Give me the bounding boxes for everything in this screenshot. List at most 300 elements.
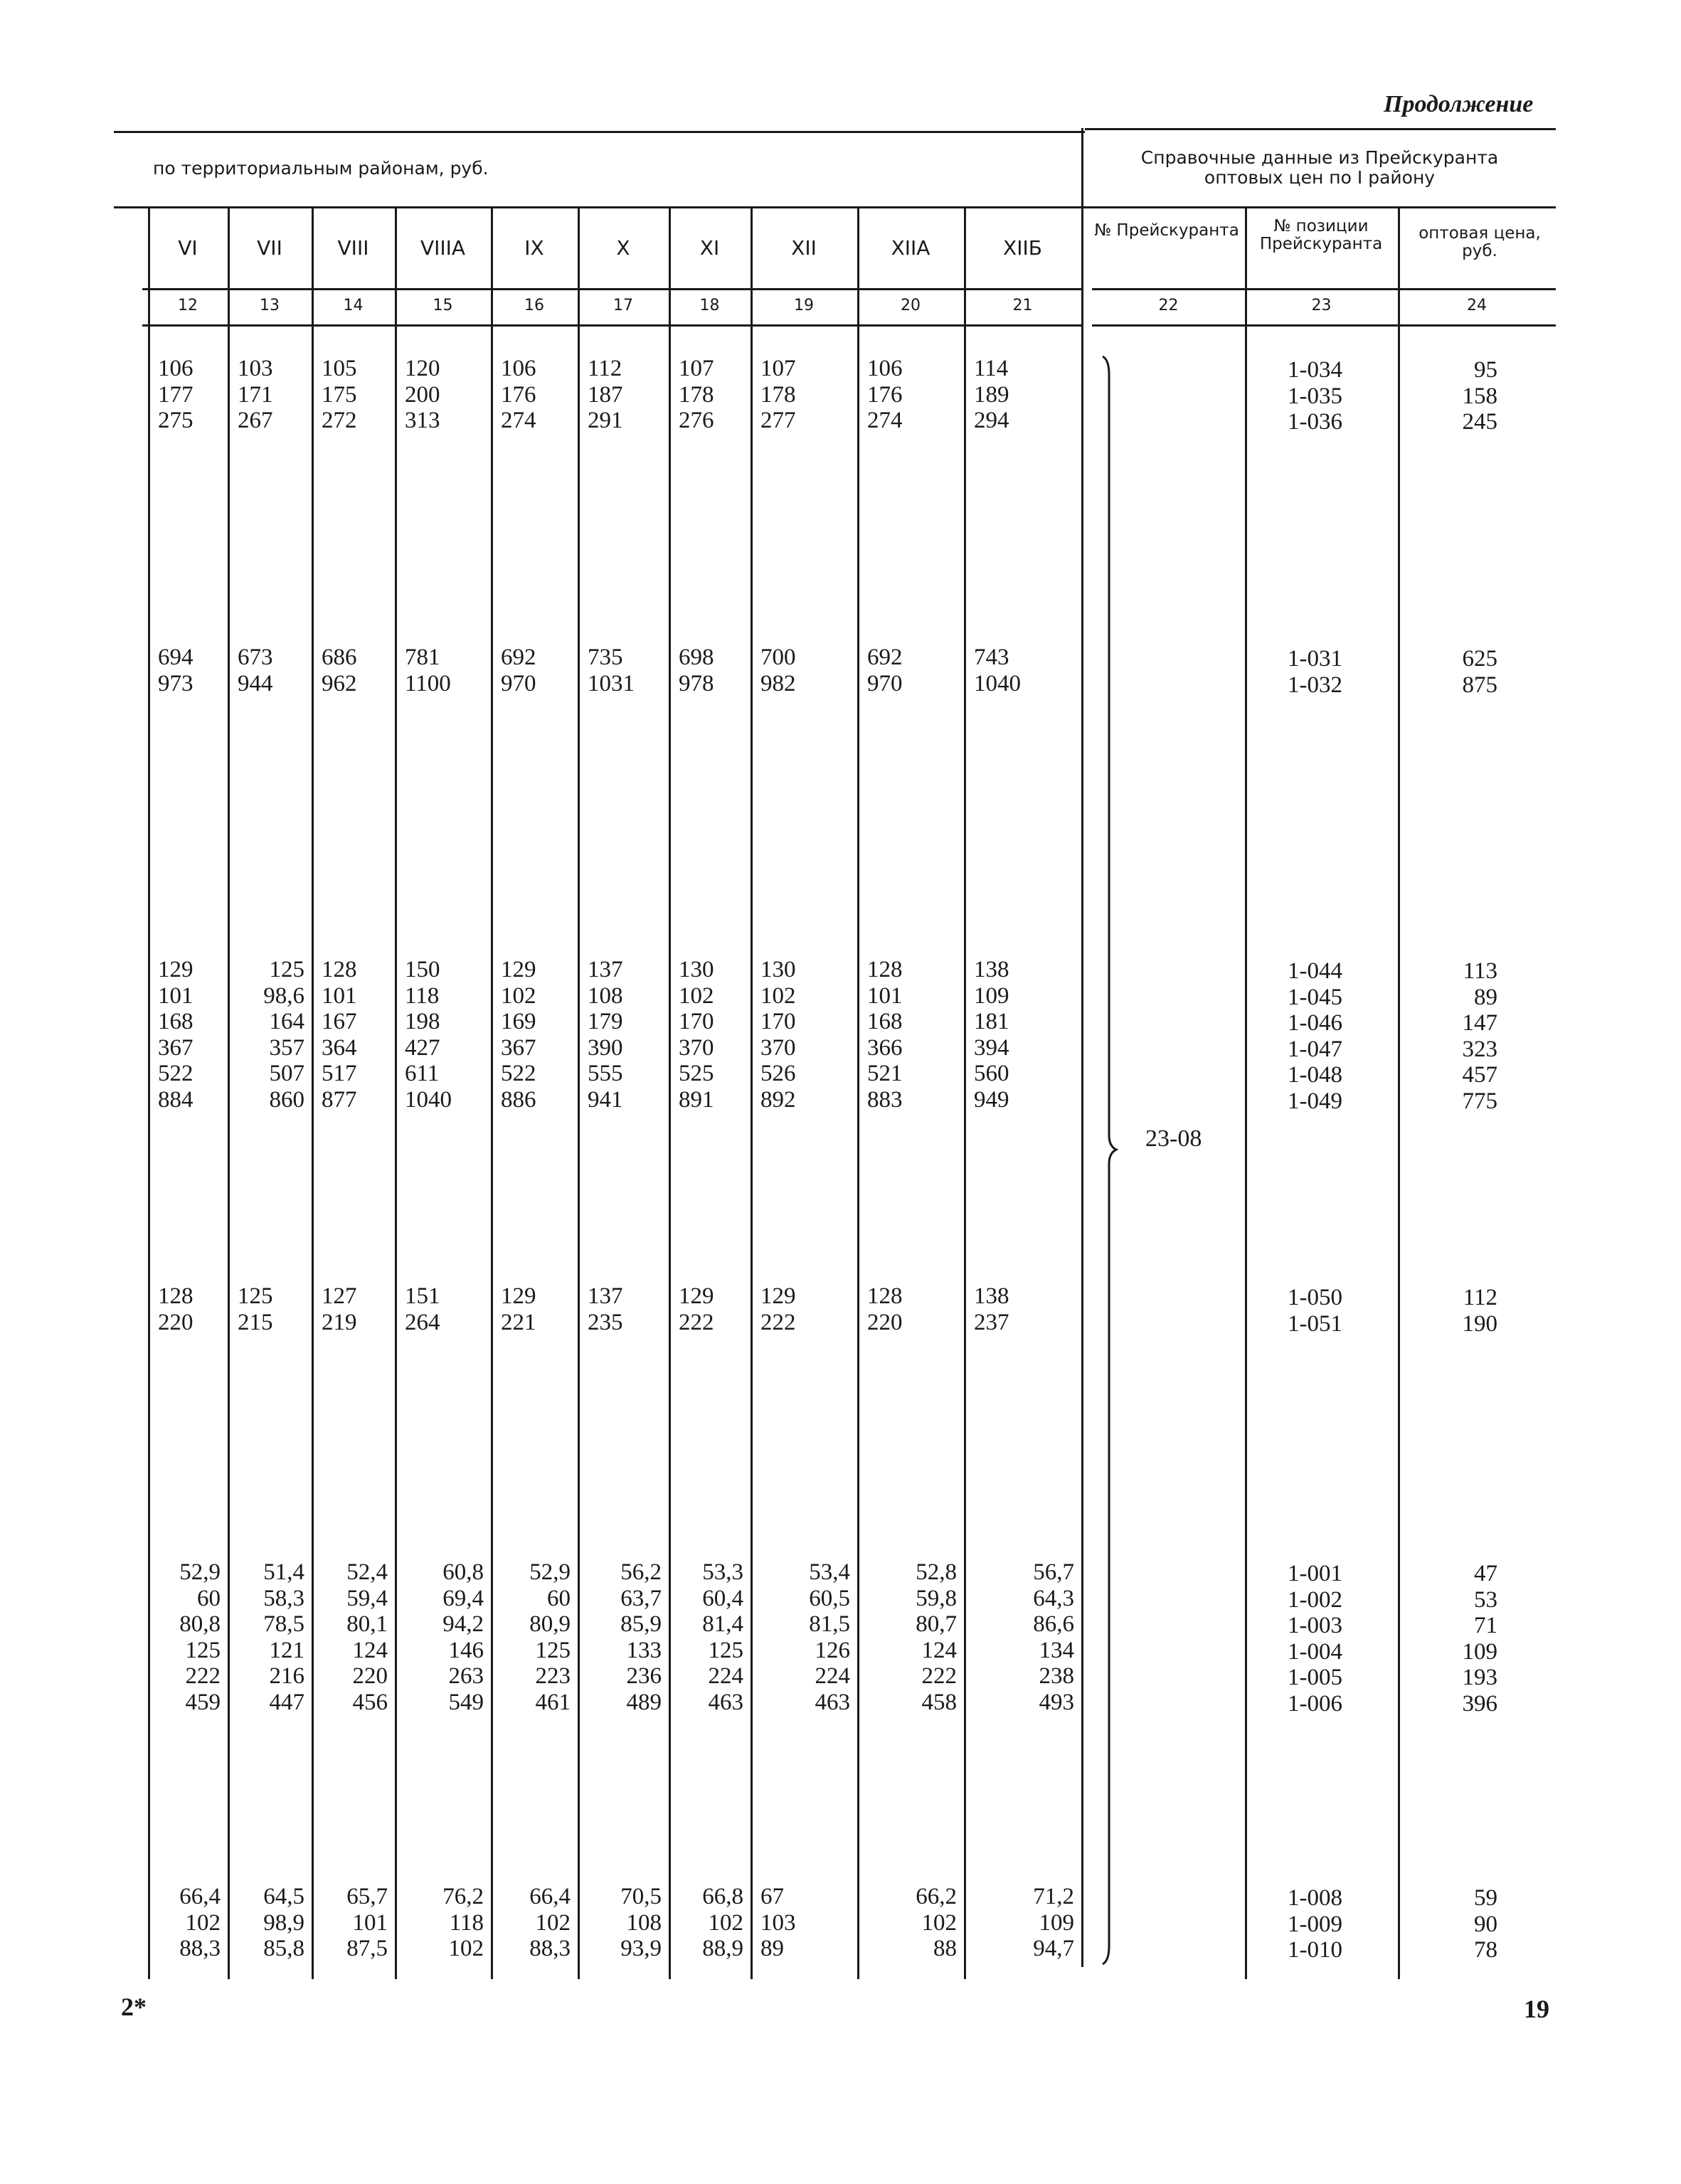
- price-cell-group: [974, 645, 1080, 696]
- price-value: 370: [760, 1034, 796, 1061]
- top-rule-right: [1085, 128, 1556, 130]
- price-value: 121: [269, 1637, 304, 1663]
- header-reference-data: Справочные данные из Прейскуранта оптовых цен по I району: [1140, 147, 1499, 188]
- price-value: 177: [158, 381, 193, 408]
- region-header-6: X: [616, 236, 630, 260]
- price-value: 277: [760, 408, 796, 433]
- price-value: 489: [626, 1689, 662, 1715]
- price-cell-group: [405, 356, 489, 434]
- price-value: 76,2: [442, 1884, 484, 1909]
- price-value: 168: [158, 1009, 193, 1034]
- price-cell-group: [399, 1559, 484, 1715]
- price-value: 390: [588, 1034, 623, 1061]
- price-cell-group: [495, 1559, 571, 1715]
- price-value: 108: [588, 982, 623, 1009]
- position-number: 1-001: [1288, 1561, 1342, 1586]
- column-rule: [148, 206, 150, 1979]
- price-value: 178: [679, 381, 714, 408]
- wholesale-price: 112: [1463, 1285, 1497, 1310]
- price-value: 138: [974, 957, 1009, 982]
- price-value: 236: [626, 1663, 662, 1689]
- price-cell-group: [974, 1283, 1080, 1335]
- price-value: 264: [405, 1309, 440, 1335]
- price-value: 877: [322, 1086, 357, 1113]
- price-value: 366: [867, 1034, 903, 1061]
- position-number-group: [1288, 357, 1342, 435]
- price-value: 522: [501, 1061, 536, 1086]
- price-cell-group: [679, 957, 749, 1113]
- price-value: 525: [679, 1061, 714, 1086]
- price-value: 129: [158, 957, 193, 982]
- position-number: 1-010: [1288, 1937, 1342, 1963]
- price-cell-group: [673, 1559, 743, 1715]
- price-value: 223: [535, 1663, 571, 1689]
- price-value: 176: [501, 381, 536, 408]
- price-value: 189: [974, 381, 1009, 408]
- price-cell-group: [760, 1283, 856, 1335]
- price-value: 222: [921, 1663, 957, 1689]
- price-value: 101: [352, 1909, 388, 1936]
- column-number: 15: [433, 297, 453, 314]
- price-value: 102: [185, 1909, 221, 1936]
- price-value: 106: [867, 356, 903, 381]
- price-value: 128: [158, 1283, 193, 1309]
- position-number-group: [1288, 646, 1342, 698]
- price-cell-group: [399, 1884, 484, 1962]
- price-value: 179: [588, 1009, 623, 1034]
- price-value: 171: [238, 381, 273, 408]
- price-value: 94,2: [442, 1611, 484, 1637]
- price-value: 120: [405, 356, 440, 381]
- price-cell-group: [232, 957, 304, 1113]
- price-value: 56,7: [1033, 1559, 1074, 1585]
- column-number: 18: [699, 297, 720, 314]
- price-value: 949: [974, 1086, 1009, 1113]
- wholesale-price: 53: [1474, 1586, 1497, 1613]
- price-value: 53,3: [702, 1559, 743, 1585]
- price-value: 102: [760, 982, 796, 1009]
- price-value: 80,7: [916, 1611, 957, 1637]
- price-value: 237: [974, 1309, 1009, 1335]
- price-cell-group: [405, 957, 489, 1113]
- price-cell-group: [582, 1884, 662, 1962]
- price-value: 102: [921, 1909, 957, 1936]
- price-cell-group: [861, 1884, 957, 1962]
- price-cell-group: [405, 645, 489, 696]
- position-number: 1-036: [1288, 409, 1342, 435]
- price-value: 941: [588, 1086, 623, 1113]
- position-number-group: [1288, 1285, 1342, 1337]
- price-value: 394: [974, 1034, 1009, 1061]
- price-value: 112: [588, 356, 622, 381]
- group-brace: [1099, 353, 1120, 1968]
- price-value: 125: [238, 1283, 273, 1309]
- price-value: 463: [708, 1689, 743, 1715]
- price-value: 700: [760, 645, 796, 670]
- price-value: 58,3: [263, 1585, 304, 1611]
- price-value: 66,4: [529, 1884, 571, 1909]
- price-value: 735: [588, 645, 623, 670]
- price-value: 118: [449, 1909, 484, 1936]
- price-cell-group: [152, 1884, 221, 1962]
- wholesale-price: 109: [1462, 1638, 1497, 1665]
- column-rule: [857, 206, 859, 1979]
- price-value: 66,8: [702, 1884, 743, 1909]
- price-cell-group: [968, 1884, 1074, 1962]
- price-value: 52,9: [529, 1559, 571, 1585]
- region-header-2: VII: [257, 236, 282, 260]
- column-rule: [1245, 206, 1247, 1979]
- price-value: 781: [405, 645, 440, 670]
- price-cell-group: [760, 645, 856, 696]
- price-value: 66,2: [916, 1884, 957, 1909]
- price-value: 137: [588, 1283, 623, 1309]
- position-number: 1-051: [1288, 1310, 1342, 1337]
- price-value: 860: [269, 1086, 304, 1113]
- price-value: 611: [405, 1061, 440, 1086]
- column-rule: [578, 206, 580, 1979]
- price-value: 128: [867, 1283, 903, 1309]
- price-value: 944: [238, 670, 273, 696]
- price-value: 66,4: [179, 1884, 221, 1909]
- price-cell-group: [760, 356, 856, 434]
- price-value: 673: [238, 645, 273, 670]
- price-value: 216: [269, 1663, 304, 1689]
- price-value: 238: [1039, 1663, 1074, 1689]
- price-value: 973: [158, 670, 193, 696]
- column-number: 16: [524, 297, 544, 314]
- price-value: 114: [974, 356, 1009, 381]
- region-header-3: VIII: [337, 236, 369, 260]
- price-value: 224: [708, 1663, 743, 1689]
- wholesale-price-group: [1412, 646, 1497, 698]
- price-cell-group: [158, 645, 226, 696]
- price-value: 274: [867, 408, 903, 433]
- price-value: 60: [197, 1585, 221, 1611]
- price-value: 107: [760, 356, 796, 381]
- price-value: 150: [405, 957, 440, 982]
- price-value: 85,8: [263, 1936, 304, 1961]
- price-cell-group: [679, 645, 749, 696]
- price-cell-group: [322, 1283, 393, 1335]
- price-value: 78,5: [263, 1611, 304, 1637]
- price-value: 175: [322, 381, 357, 408]
- price-value: 219: [322, 1309, 357, 1335]
- price-value: 60,5: [809, 1585, 850, 1611]
- price-value: 128: [867, 957, 903, 982]
- price-cell-group: [232, 1559, 304, 1715]
- price-value: 93,9: [620, 1936, 662, 1961]
- wholesale-price: 625: [1462, 646, 1497, 672]
- price-value: 53,4: [809, 1559, 850, 1585]
- position-number: 1-009: [1288, 1911, 1342, 1937]
- column-number: 21: [1012, 297, 1033, 314]
- price-value: 427: [405, 1034, 440, 1061]
- price-value: 94,7: [1033, 1936, 1074, 1961]
- price-value: 962: [322, 670, 357, 696]
- price-value: 67: [760, 1884, 784, 1909]
- price-value: 109: [1039, 1909, 1074, 1936]
- price-value: 88,9: [702, 1936, 743, 1961]
- price-value: 224: [815, 1663, 850, 1689]
- price-value: 109: [974, 982, 1009, 1009]
- price-value: 70,5: [620, 1884, 662, 1909]
- price-cell-group: [974, 356, 1080, 434]
- price-value: 102: [708, 1909, 743, 1936]
- price-cell-group: [405, 1283, 489, 1335]
- column-rule: [669, 206, 671, 1979]
- price-value: 52,8: [916, 1559, 957, 1585]
- price-value: 883: [867, 1086, 903, 1113]
- price-value: 129: [760, 1283, 796, 1309]
- wholesale-price: 59: [1474, 1885, 1497, 1911]
- column-number: 13: [260, 297, 280, 314]
- position-number-group: [1288, 958, 1342, 1114]
- price-value: 101: [322, 982, 357, 1009]
- price-value: 198: [405, 1009, 440, 1034]
- column-number: 20: [901, 297, 921, 314]
- price-cell-group: [679, 1283, 749, 1335]
- price-value: 130: [679, 957, 714, 982]
- price-value: 215: [238, 1309, 273, 1335]
- price-cell-group: [501, 957, 576, 1113]
- column-number: 19: [794, 297, 814, 314]
- price-cell-group: [867, 645, 963, 696]
- price-cell-group: [588, 1283, 667, 1335]
- price-value: 126: [815, 1637, 850, 1663]
- column-rule: [1398, 206, 1400, 1979]
- price-value: 493: [1039, 1689, 1074, 1715]
- price-value: 102: [501, 982, 536, 1009]
- price-value: 357: [269, 1034, 304, 1061]
- column-rule: [395, 206, 397, 1979]
- price-cell-group: [501, 356, 576, 434]
- price-value: 105: [322, 356, 357, 381]
- price-cell-group: [238, 645, 310, 696]
- position-number: 1-008: [1288, 1885, 1342, 1911]
- price-cell-group: [968, 1559, 1074, 1715]
- header-rule-1: [114, 206, 1556, 208]
- region-header-5: IX: [524, 236, 544, 260]
- price-value: 463: [815, 1689, 850, 1715]
- price-value: 456: [352, 1689, 388, 1715]
- price-value: 138: [974, 1283, 1009, 1309]
- price-value: 698: [679, 645, 714, 670]
- price-cell-group: [755, 1559, 850, 1715]
- pricelist-number: 23-08: [1145, 1125, 1202, 1152]
- price-value: 275: [158, 408, 193, 433]
- price-value: 102: [679, 982, 714, 1009]
- wholesale-price-group: [1412, 958, 1497, 1114]
- header-rule-3-right: [1092, 324, 1556, 327]
- price-cell-group: [322, 957, 393, 1113]
- price-value: 176: [867, 381, 903, 408]
- price-value: 526: [760, 1061, 796, 1086]
- price-value: 978: [679, 670, 714, 696]
- price-value: 272: [322, 408, 357, 433]
- price-value: 294: [974, 408, 1009, 433]
- column-rule: [751, 206, 753, 1979]
- wholesale-price: 113: [1463, 958, 1497, 984]
- wholesale-price: 396: [1462, 1690, 1497, 1717]
- price-cell-group: [316, 1559, 388, 1715]
- price-value: 222: [760, 1309, 796, 1335]
- price-value: 1040: [405, 1086, 452, 1113]
- wholesale-price: 190: [1462, 1310, 1497, 1337]
- price-value: 125: [269, 957, 304, 982]
- price-cell-group: [322, 645, 393, 696]
- price-value: 125: [708, 1637, 743, 1663]
- pricelist-number-header: № Прейскуранта: [1094, 221, 1239, 240]
- price-value: 130: [760, 957, 796, 982]
- price-value: 222: [679, 1309, 714, 1335]
- price-value: 137: [588, 957, 623, 982]
- price-value: 107: [679, 356, 714, 381]
- price-value: 220: [158, 1309, 193, 1335]
- column-rule: [1081, 128, 1083, 1967]
- price-value: 692: [501, 645, 536, 670]
- wholesale-price-group: [1412, 1885, 1497, 1963]
- price-value: 80,1: [346, 1611, 388, 1637]
- price-value: 59,4: [346, 1585, 388, 1611]
- region-header-10: XIIБ: [1003, 236, 1042, 260]
- price-value: 151: [405, 1283, 440, 1309]
- position-number: 1-002: [1288, 1586, 1342, 1613]
- region-header-4: VIIIA: [420, 236, 466, 260]
- price-cell-group: [861, 1559, 957, 1715]
- price-value: 65,7: [346, 1884, 388, 1909]
- header-rule-2: [142, 288, 1081, 290]
- price-cell-group: [322, 356, 393, 434]
- price-value: 128: [322, 957, 357, 982]
- price-cell-group: [679, 356, 749, 434]
- position-number-group: [1288, 1561, 1342, 1717]
- price-value: 80,8: [179, 1611, 221, 1637]
- price-cell-group: [495, 1884, 571, 1962]
- price-value: 170: [679, 1009, 714, 1034]
- price-cell-group: [232, 1884, 304, 1962]
- price-cell-group: [158, 356, 226, 434]
- region-header-9: XIIA: [891, 236, 930, 260]
- price-value: 63,7: [620, 1585, 662, 1611]
- price-value: 86,6: [1033, 1611, 1074, 1637]
- position-number-group: [1288, 1885, 1342, 1963]
- price-cell-group: [867, 957, 963, 1113]
- price-value: 167: [322, 1009, 357, 1034]
- footer-signature-mark: 2*: [121, 1993, 147, 2021]
- price-value: 81,4: [702, 1611, 743, 1637]
- price-value: 52,9: [179, 1559, 221, 1585]
- price-value: 102: [535, 1909, 571, 1936]
- wholesale-price: 95: [1474, 357, 1497, 383]
- price-value: 892: [760, 1086, 796, 1113]
- price-value: 263: [448, 1663, 484, 1689]
- price-cell-group: [158, 1283, 226, 1335]
- price-value: 692: [867, 645, 903, 670]
- price-value: 80,9: [529, 1611, 571, 1637]
- price-value: 169: [501, 1009, 536, 1034]
- price-value: 146: [448, 1637, 484, 1663]
- wholesale-price: 775: [1462, 1088, 1497, 1114]
- price-cell-group: [501, 1283, 576, 1335]
- price-value: 106: [501, 356, 536, 381]
- price-value: 64,3: [1033, 1585, 1074, 1611]
- column-number: 14: [343, 297, 364, 314]
- price-value: 56,2: [620, 1559, 662, 1585]
- region-header-8: XII: [791, 236, 817, 260]
- position-number: 1-004: [1288, 1638, 1342, 1665]
- price-value: 507: [269, 1061, 304, 1086]
- column-rule: [228, 206, 230, 1979]
- price-value: 98,9: [263, 1909, 304, 1936]
- price-value: 560: [974, 1061, 1009, 1086]
- price-value: 222: [185, 1663, 221, 1689]
- price-value: 170: [760, 1009, 796, 1034]
- price-value: 686: [322, 645, 357, 670]
- position-number: 1-045: [1288, 984, 1342, 1010]
- column-rule: [964, 206, 966, 1979]
- header-territorial-regions: по территориальным районам, руб.: [153, 158, 489, 179]
- page-number: 19: [1524, 1995, 1549, 2023]
- region-header-7: XI: [699, 236, 720, 260]
- price-value: 517: [322, 1061, 357, 1086]
- top-rule-left: [114, 131, 1085, 133]
- header-rule-3: [142, 324, 1081, 327]
- position-number: 1-006: [1288, 1690, 1342, 1717]
- price-value: 127: [322, 1283, 357, 1309]
- position-number-header: № позиции Прейскуранта: [1259, 217, 1383, 253]
- position-number: 1-047: [1288, 1036, 1342, 1062]
- price-value: 69,4: [442, 1585, 484, 1611]
- position-number: 1-035: [1288, 383, 1342, 409]
- price-value: 891: [679, 1086, 714, 1113]
- wholesale-price-group: [1412, 1561, 1497, 1717]
- price-value: 87,5: [346, 1936, 388, 1961]
- price-value: 125: [535, 1637, 571, 1663]
- wholesale-price: 147: [1462, 1010, 1497, 1036]
- price-value: 181: [974, 1009, 1009, 1034]
- price-value: 461: [535, 1689, 571, 1715]
- price-value: 88,3: [529, 1936, 571, 1961]
- price-value: 108: [626, 1909, 662, 1936]
- price-value: 129: [501, 1283, 536, 1309]
- column-number: 24: [1467, 297, 1487, 314]
- price-value: 102: [448, 1936, 484, 1961]
- price-value: 129: [679, 1283, 714, 1309]
- column-number: 23: [1311, 297, 1332, 314]
- price-cell-group: [760, 1884, 856, 1962]
- wholesale-price: 875: [1462, 672, 1497, 698]
- column-rule: [312, 206, 314, 1979]
- wholesale-price: 71: [1474, 1613, 1497, 1638]
- price-value: 694: [158, 645, 193, 670]
- price-value: 101: [867, 982, 903, 1009]
- price-value: 970: [867, 670, 903, 696]
- wholesale-price: 457: [1462, 1062, 1497, 1088]
- price-value: 129: [501, 957, 536, 982]
- price-value: 178: [760, 381, 796, 408]
- column-number: 22: [1158, 297, 1179, 314]
- column-number: 12: [178, 297, 198, 314]
- price-cell-group: [974, 957, 1080, 1113]
- price-value: 743: [974, 645, 1009, 670]
- price-value: 458: [921, 1689, 957, 1715]
- price-value: 89: [760, 1936, 784, 1961]
- position-number: 1-003: [1288, 1613, 1342, 1638]
- price-value: 106: [158, 356, 193, 381]
- price-value: 88,3: [179, 1936, 221, 1961]
- wholesale-price: 323: [1462, 1036, 1497, 1062]
